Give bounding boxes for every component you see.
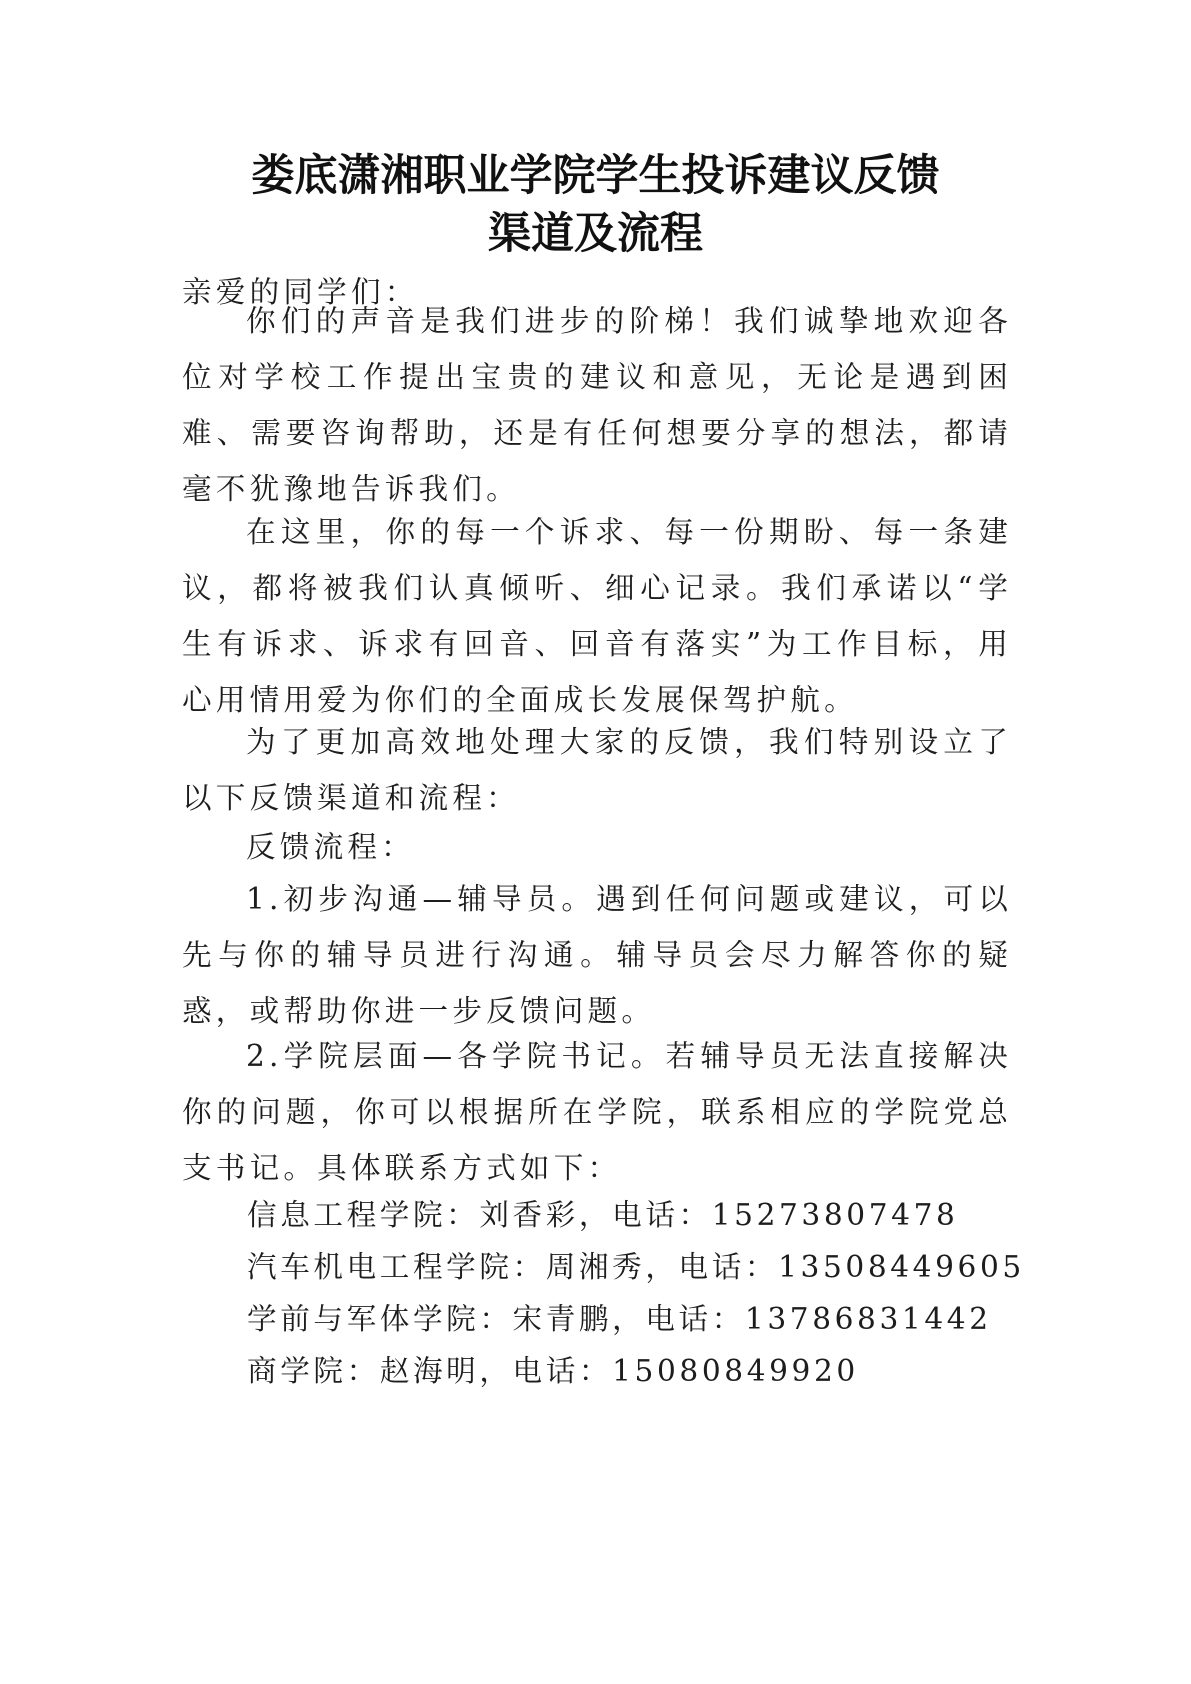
paragraph-text: 在这里，你的每一个诉求、每一份期盼、每一条建议，都将被我们认真倾听、细心记录。我们承诺以“学生有诉求、诉求有回音、回音有落实”为工作目标，用心用情用爱为你们的全面成长发展保驾护航。 [182, 515, 1012, 717]
paragraph-text: 你们的声音是我们进步的阶梯！我们诚挚地欢迎各位对学校工作提出宝贵的建议和意见，无论是遇到困难、需要咨询帮助，还是有任何想要分享的想法，都请毫不犹豫地告诉我们。 [182, 304, 1012, 506]
paragraph-intro [182, 293, 1012, 517]
paragraph-step-1 [182, 871, 1012, 1039]
paragraph-text: 1.初步沟通—辅导员。遇到任何问题或建议，可以先与你的辅导员进行沟通。辅导员会尽力解答你的疑惑，或帮助你进一步反馈问题。 [182, 882, 1012, 1028]
document-title-line-1: 娄底潇湘职业学院学生投诉建议反馈 [251, 151, 940, 201]
paragraph-channels [182, 714, 1012, 826]
contact-line: 汽车机电工程学院：周湘秀，电话：13508449605 [247, 1250, 1025, 1284]
contact-line: 学前与军体学院：宋青鹏，电话：13786831442 [247, 1302, 992, 1336]
paragraph-step-2 [182, 1028, 1012, 1196]
paragraph-text: 反馈流程： [246, 830, 415, 864]
paragraph-flow-heading [182, 819, 1012, 875]
document-title-line-2: 渠道及流程 [488, 209, 703, 259]
paragraph-text: 2.学院层面—各学院书记。若辅导员无法直接解决你的问题，你可以根据所在学院，联系相应的学院党总支书记。具体联系方式如下： [182, 1039, 1012, 1185]
paragraph-text: 为了更加高效地处理大家的反馈，我们特别设立了以下反馈渠道和流程： [182, 725, 1012, 815]
contact-line: 商学院：赵海明，电话：15080849920 [247, 1354, 859, 1388]
greeting: 亲爱的同学们： [182, 275, 419, 309]
contact-line: 信息工程学院：刘香彩，电话：15273807478 [247, 1198, 959, 1232]
paragraph-commitment [182, 504, 1012, 728]
